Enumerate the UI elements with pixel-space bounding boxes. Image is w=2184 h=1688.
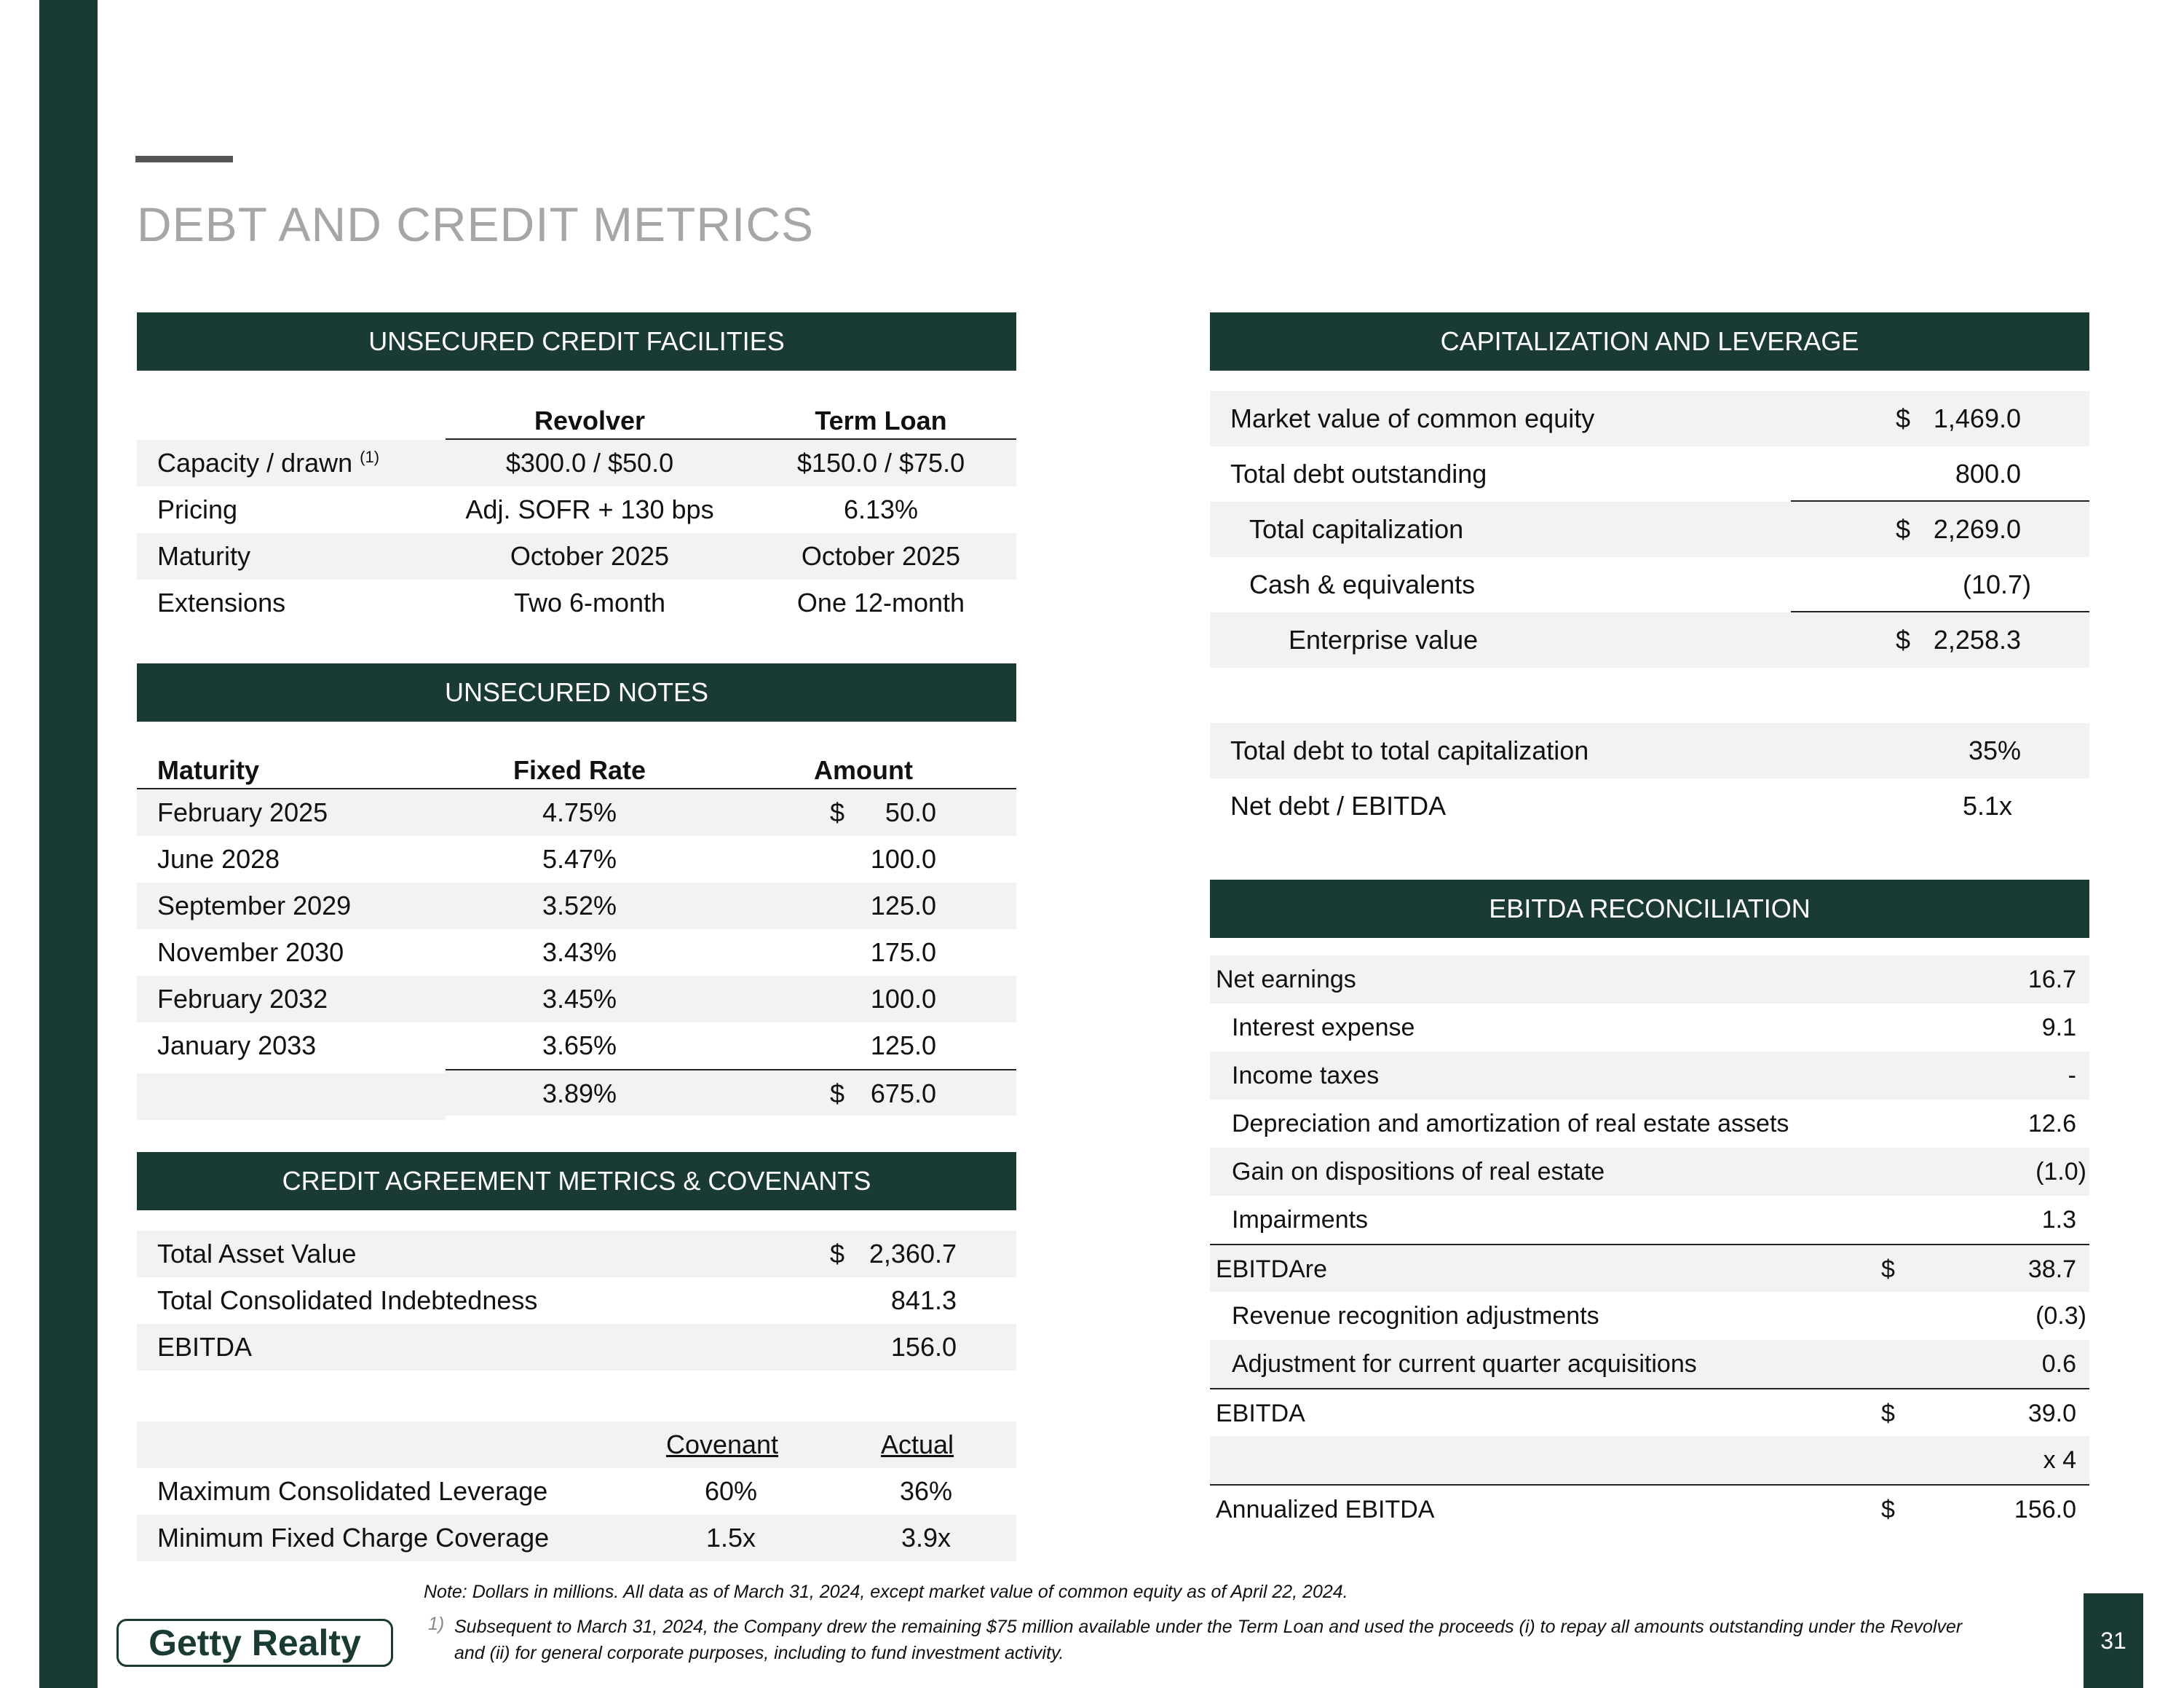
ebitda-label: Adjustment for current quarter acquisitions xyxy=(1232,1350,1697,1378)
ebitda-label: Gain on dispositions of real estate xyxy=(1232,1158,1605,1186)
ebitda-reconciliation-table xyxy=(1210,955,2089,1532)
subtotal-row xyxy=(1210,1244,2089,1292)
table-row xyxy=(137,486,1016,533)
metric-value: 2,360.7 xyxy=(869,1239,957,1269)
table-row xyxy=(137,533,1016,580)
term-loan-value: 6.13% xyxy=(843,494,919,524)
page-title: DEBT AND CREDIT METRICS xyxy=(137,197,815,251)
cap-label: Total debt outstanding xyxy=(1230,459,1487,489)
term-loan-value: One 12-month xyxy=(796,588,965,618)
table-row xyxy=(137,929,1016,976)
row-label: Capacity / drawn $^{(1)}$ xyxy=(157,448,380,478)
col-header-term-loan: Term Loan xyxy=(815,406,947,435)
covenants-table xyxy=(137,1421,1016,1561)
metric-label: EBITDA xyxy=(157,1332,253,1362)
table-row xyxy=(137,1022,1016,1069)
rate-cell: 3.45% xyxy=(542,984,617,1014)
footnote-text xyxy=(454,1614,1962,1666)
covenant-label: Minimum Fixed Charge Coverage xyxy=(157,1523,550,1553)
table-row xyxy=(1210,502,2089,557)
col-header-amount: Amount xyxy=(814,755,913,785)
rate-cell: 3.43% xyxy=(542,937,617,967)
revolver-value: Adj. SOFR + 130 bps xyxy=(465,494,714,524)
revolver-value: $300.0 / $50.0 xyxy=(505,448,674,478)
maturity-cell: January 2033 xyxy=(157,1030,317,1060)
ebitda-label: Annualized EBITDA xyxy=(1216,1496,1435,1523)
cap-value: 2,258.3 xyxy=(1933,625,2021,655)
dollar-sign: $ xyxy=(1881,1255,1895,1283)
metric-label: Total Consolidated Indebtedness xyxy=(157,1285,538,1315)
col-header-actual: Actual xyxy=(880,1429,954,1459)
ebitda-value: x 4 xyxy=(2043,1446,2076,1474)
rate-cell: 3.52% xyxy=(542,891,617,920)
credit-metrics-table xyxy=(137,1231,1016,1370)
amount-cell: 100.0 xyxy=(870,844,936,874)
table-row xyxy=(137,1515,1016,1561)
amount-cell: 125.0 xyxy=(870,1030,936,1060)
metric-label: Total Asset Value xyxy=(157,1239,357,1269)
cap-value: (10.7) xyxy=(1962,569,2031,599)
table-row xyxy=(1210,1003,2089,1052)
cap-label: Enterprise value xyxy=(1289,625,1479,655)
ebitda-label: Revenue recognition adjustments xyxy=(1232,1302,1599,1330)
table-row xyxy=(1210,557,2089,612)
table-row xyxy=(1210,1292,2089,1340)
table-row xyxy=(1210,1436,2089,1484)
dollar-sign: $ xyxy=(830,1239,845,1269)
ratio-label: Total debt to total capitalization xyxy=(1230,735,1589,765)
metric-value: 156.0 xyxy=(890,1332,957,1362)
table-header-row xyxy=(137,747,1016,789)
col-header-fixed-rate: Fixed Rate xyxy=(513,755,646,785)
revolver-value: Two 6-month xyxy=(513,588,666,618)
unsecured-notes-header: UNSECURED NOTES xyxy=(137,663,1016,722)
ebitda-label: EBITDA xyxy=(1216,1400,1305,1427)
table-row xyxy=(137,836,1016,883)
ebitda-value: (0.3) xyxy=(2035,1302,2086,1330)
credit-agreement-header: CREDIT AGREEMENT METRICS & COVENANTS xyxy=(137,1152,1016,1210)
ebitda-value: 39.0 xyxy=(2027,1400,2076,1427)
cap-label: Market value of common equity xyxy=(1230,403,1595,433)
amount-cell: 175.0 xyxy=(870,937,936,967)
ebitda-value: 156.0 xyxy=(2014,1496,2076,1523)
rate-cell: 5.47% xyxy=(542,844,617,874)
capitalization-table xyxy=(1210,391,2089,668)
cap-label: Cash & equivalents xyxy=(1249,569,1476,599)
covenant-value: 1.5x xyxy=(705,1523,756,1553)
ebitda-reconciliation-header: EBITDA RECONCILIATION xyxy=(1210,880,2089,938)
dollar-sign: $ xyxy=(830,1078,845,1108)
table-row xyxy=(137,789,1016,836)
footnote-marker: (1) xyxy=(360,448,380,466)
credit-facilities-table xyxy=(137,398,1016,626)
footnote-number: 1) xyxy=(428,1614,445,1634)
ebitda-value: 38.7 xyxy=(2027,1255,2076,1283)
ebitda-value: 0.6 xyxy=(2041,1350,2076,1378)
ebitda-value: - xyxy=(2068,1062,2076,1089)
amount-cell: 50.0 xyxy=(885,797,936,827)
ebitda-label: Depreciation and amortization of real estate assets xyxy=(1232,1110,1789,1137)
footnote-line: and (ii) for general corporate purposes, including to fund investment activity. xyxy=(454,1643,1064,1663)
table-row xyxy=(137,1277,1016,1324)
actual-value: 36% xyxy=(899,1476,953,1506)
dollar-sign: $ xyxy=(1881,1496,1895,1523)
leverage-ratios-table xyxy=(1210,723,2089,834)
table-row xyxy=(137,1324,1016,1370)
term-loan-value: October 2025 xyxy=(801,541,961,571)
cap-value: 800.0 xyxy=(1955,459,2021,489)
dollar-sign: $ xyxy=(1881,1400,1895,1427)
ebitda-label: Net earnings xyxy=(1216,966,1356,993)
actual-value: 3.9x xyxy=(901,1523,951,1553)
maturity-cell: June 2028 xyxy=(157,844,280,874)
table-row xyxy=(1210,1196,2089,1244)
amount-cell: 125.0 xyxy=(870,891,936,920)
metric-value: 841.3 xyxy=(890,1285,957,1315)
maturity-cell: February 2032 xyxy=(157,984,328,1014)
ebitda-value: (1.0) xyxy=(2035,1158,2086,1186)
ebitda-label: Interest expense xyxy=(1232,1014,1415,1041)
table-row xyxy=(1210,1052,2089,1100)
cap-label: Total capitalization xyxy=(1249,514,1464,544)
row-label: Pricing xyxy=(157,494,238,524)
total-amount: 675.0 xyxy=(870,1078,936,1108)
company-logo: Getty Realty xyxy=(116,1619,393,1667)
col-header-covenant: Covenant xyxy=(665,1429,779,1459)
dollar-sign: $ xyxy=(1896,625,1911,655)
term-loan-value: $150.0 / $75.0 xyxy=(796,448,965,478)
ebitda-value: 16.7 xyxy=(2027,966,2076,993)
subtotal-rule xyxy=(1791,500,2089,502)
subtotal-rule xyxy=(1791,611,2089,612)
col-header-revolver: Revolver xyxy=(534,406,646,435)
total-row xyxy=(446,1069,1016,1116)
table-row xyxy=(1210,723,2089,778)
maturity-cell: February 2025 xyxy=(157,797,328,827)
amount-cell: 100.0 xyxy=(870,984,936,1014)
ratio-label: Net debt / EBITDA xyxy=(1230,791,1447,821)
table-row xyxy=(137,440,1016,486)
dollar-sign: $ xyxy=(1896,514,1911,544)
table-row xyxy=(1210,612,2089,668)
row-label: Extensions xyxy=(157,588,286,618)
table-row xyxy=(1210,391,2089,446)
total-row-shade xyxy=(137,1073,446,1120)
table-row xyxy=(1210,1148,2089,1196)
ebitda-value: 1.3 xyxy=(2041,1206,2076,1234)
table-row xyxy=(1210,446,2089,502)
total-rate: 3.89% xyxy=(542,1078,617,1108)
row-label: Maturity xyxy=(157,541,251,571)
covenant-label: Maximum Consolidated Leverage xyxy=(157,1476,548,1506)
unsecured-notes-table xyxy=(137,747,1016,1116)
table-row xyxy=(1210,778,2089,834)
table-header-row xyxy=(137,1421,1016,1468)
ratio-value: 5.1x xyxy=(1962,791,2012,821)
covenant-value: 60% xyxy=(704,1476,758,1506)
total-row xyxy=(1210,1484,2089,1532)
ebitda-label: EBITDAre xyxy=(1216,1255,1328,1283)
table-row xyxy=(137,580,1016,626)
page-number: 31 xyxy=(2084,1593,2143,1688)
cap-value: 2,269.0 xyxy=(1933,514,2021,544)
rate-cell: 4.75% xyxy=(542,797,617,827)
ebitda-label: Income taxes xyxy=(1232,1062,1380,1089)
table-row xyxy=(137,1468,1016,1515)
title-rule xyxy=(135,156,233,162)
side-bar xyxy=(39,0,98,1688)
ratio-value: 35% xyxy=(1968,735,2021,765)
subtotal-row xyxy=(1210,1388,2089,1436)
ebitda-value: 9.1 xyxy=(2041,1014,2076,1041)
table-row xyxy=(137,1231,1016,1277)
col-header-maturity: Maturity xyxy=(157,755,260,785)
footer-note: Note: Dollars in millions. All data as of March 31, 2024, except market value of common equity as of April 22, 2024. xyxy=(424,1582,1348,1602)
credit-facilities-header: UNSECURED CREDIT FACILITIES xyxy=(137,312,1016,371)
table-row xyxy=(137,976,1016,1022)
table-row xyxy=(1210,955,2089,1003)
ebitda-value: 12.6 xyxy=(2027,1110,2076,1137)
dollar-sign: $ xyxy=(1896,403,1911,433)
ebitda-label: Impairments xyxy=(1232,1206,1369,1234)
maturity-cell: September 2029 xyxy=(157,891,352,920)
revolver-value: October 2025 xyxy=(510,541,670,571)
table-row xyxy=(137,883,1016,929)
table-header-row xyxy=(137,398,1016,440)
footnote-line: Subsequent to March 31, 2024, the Company drew the remaining $75 million available under the Term Loan and used the proceeds (i) to repay all amounts outstanding under the Revolver xyxy=(454,1617,1963,1637)
cap-value: 1,469.0 xyxy=(1933,403,2021,433)
maturity-cell: November 2030 xyxy=(157,937,344,967)
capitalization-header: CAPITALIZATION AND LEVERAGE xyxy=(1210,312,2089,371)
dollar-sign: $ xyxy=(830,797,845,827)
table-row xyxy=(1210,1340,2089,1388)
table-row xyxy=(1210,1100,2089,1148)
rate-cell: 3.65% xyxy=(542,1030,617,1060)
